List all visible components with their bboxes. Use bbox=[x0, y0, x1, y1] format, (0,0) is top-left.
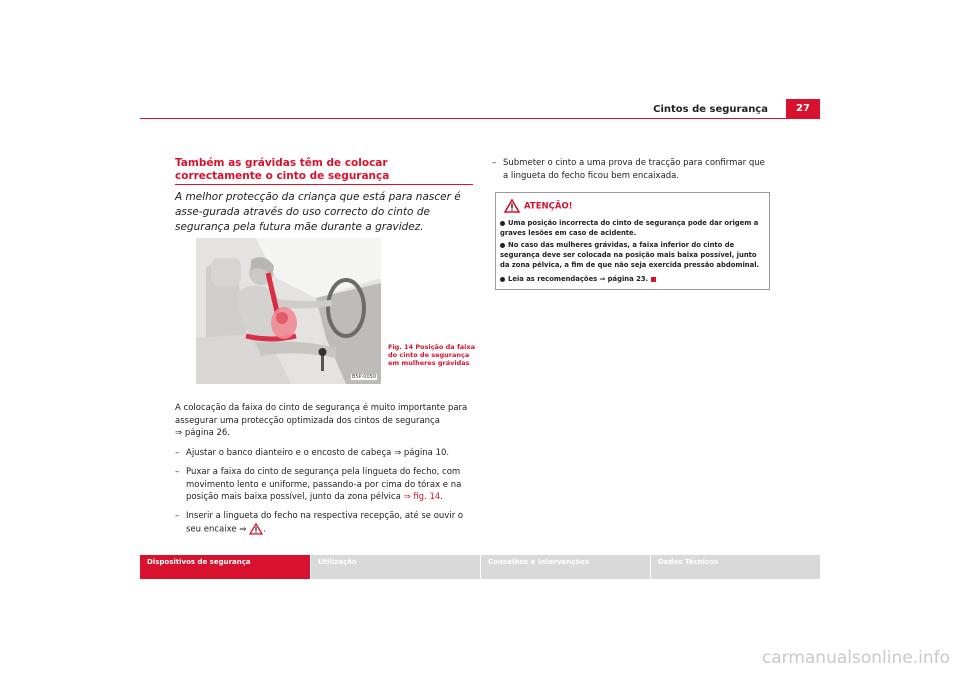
page-number: 27 bbox=[786, 99, 820, 119]
footer-tab-utilizacao[interactable]: Utilização bbox=[310, 555, 480, 579]
end-marker-icon bbox=[651, 277, 656, 282]
warning-triangle-icon[interactable] bbox=[249, 523, 263, 535]
warning-item-text[interactable]: Leia as recomendações ⇒ página 23. bbox=[508, 275, 649, 283]
paragraph-1 bbox=[175, 402, 473, 440]
car-interior-illustration bbox=[196, 238, 381, 384]
warning-item-text: No caso das mulheres grávidas, a faixa inferior do cinto de segurança deve ser colocada na posição mais baixa possível, junto da zona pélvica, a fim de que não seja exercida pressão abdominal. bbox=[500, 241, 760, 269]
step-dash: – bbox=[492, 158, 497, 168]
footer-tab-dispositivos[interactable]: Dispositivos de segurança bbox=[140, 555, 310, 579]
step-2-end: . bbox=[440, 492, 443, 502]
warning-header bbox=[504, 199, 573, 213]
footer-tab-conselhos[interactable]: Conselhos e Intervenções bbox=[480, 555, 650, 579]
step-dash: – bbox=[175, 511, 180, 521]
step-2 bbox=[175, 466, 473, 504]
figure-code: B5P-0050 bbox=[351, 374, 376, 380]
warning-item bbox=[500, 274, 762, 284]
bullet-icon bbox=[500, 243, 505, 248]
step-1 bbox=[175, 447, 473, 460]
warning-item bbox=[500, 240, 762, 270]
footer-nav bbox=[140, 555, 820, 579]
step-dash: – bbox=[175, 467, 180, 477]
running-header-title: Cintos de segurança bbox=[653, 104, 768, 115]
header-rule bbox=[140, 118, 820, 119]
heading-rule bbox=[175, 184, 473, 185]
section-intro: A melhor protecção da criança que está para nascer é asse-gurada através do uso correcto do cinto de segurança pela futura mãe durante a gravidez. bbox=[175, 191, 461, 233]
step-3-end: . bbox=[263, 524, 266, 534]
warning-title: ATENÇÃO! bbox=[524, 201, 573, 212]
bullet-icon bbox=[500, 277, 505, 282]
warning-item bbox=[500, 218, 762, 238]
watermark: carmanualsonline.info bbox=[761, 648, 950, 668]
figure-reference-link[interactable]: ⇒ fig. 14 bbox=[403, 492, 441, 502]
step-2-text: Puxar a faixa do cinto de segurança pela lingueta do fecho, com movimento lento e uniforme, passando-a por cima do tórax e na posição mais baixa possível, junto da zona pélvica bbox=[186, 467, 462, 502]
warning-item-text: Uma posição incorrecta do cinto de segurança pode dar origem a graves lesões em caso de acidente. bbox=[500, 219, 759, 237]
bullet-icon bbox=[500, 221, 505, 226]
step-4-text: Submeter o cinto a uma prova de tracção para confirmar que a lingueta do fecho ficou bem encaixada. bbox=[503, 158, 765, 181]
step-3-text: Inserir a lingueta do fecho na respectiva recepção, até se ouvir o seu encaixe ⇒ bbox=[186, 511, 464, 534]
step-3 bbox=[175, 510, 473, 536]
paragraph-1-text: A colocação da faixa do cinto de segurança é muito importante para assegurar uma protecção optimizada dos cintos de segurança bbox=[175, 403, 468, 426]
figure-pregnant-seatbelt bbox=[196, 238, 381, 384]
step-dash: – bbox=[175, 448, 180, 458]
step-1-text: Ajustar o banco dianteiro e o encosto de cabeça ⇒ página 10. bbox=[186, 448, 450, 458]
footer-tab-dados-tecnicos[interactable]: Dados Técnicos bbox=[650, 555, 820, 579]
warning-triangle-icon bbox=[504, 199, 520, 213]
section-heading: Também as grávidas têm de colocar correctamente o cinto de segurança bbox=[175, 157, 390, 182]
figure-caption: Fig. 14 Posição da faixa do cinto de segurança em mulheres grávidas bbox=[388, 343, 475, 367]
step-4 bbox=[492, 157, 770, 182]
warning-box bbox=[495, 192, 770, 290]
paragraph-1-ref[interactable]: ⇒ página 26. bbox=[175, 428, 231, 438]
